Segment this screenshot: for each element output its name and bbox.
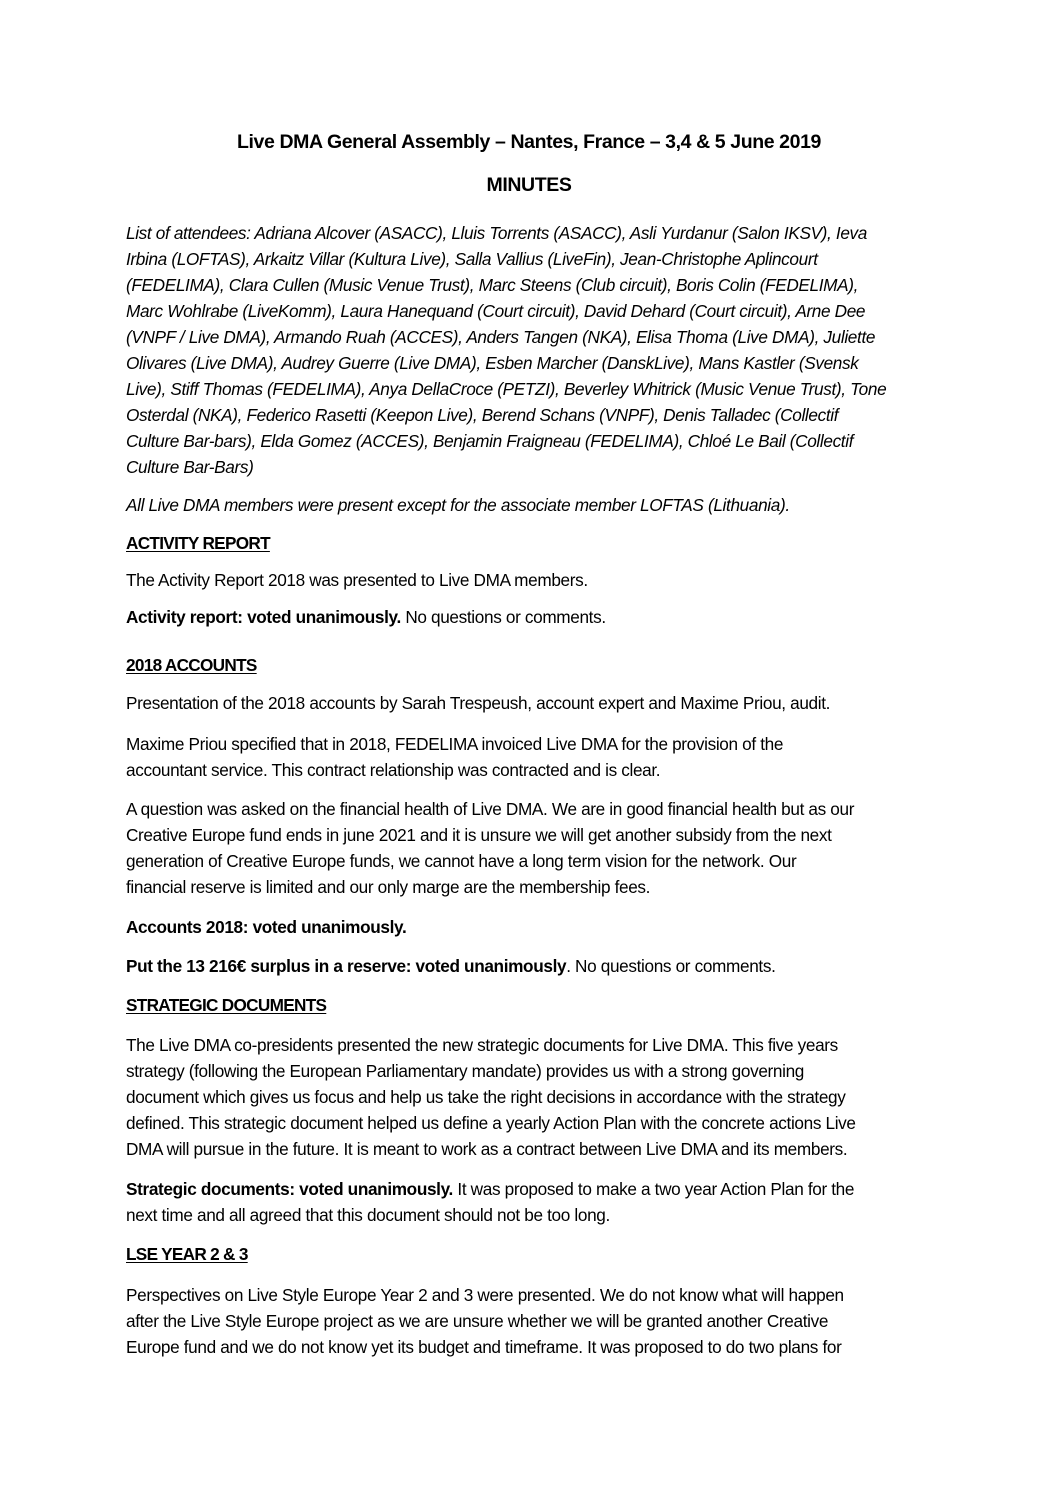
vote-result: Accounts 2018: voted unanimously.: [126, 917, 407, 937]
paragraph-line: generation of Creative Europe funds, we cannot have a long term vision for the network. Our: [126, 851, 797, 871]
attendees-line: Osterdal (NKA), Federico Rasetti (Keepon Live), Berend Schans (VNPF), Denis Talladec (Collectif: [126, 405, 839, 425]
paragraph-line: financial reserve is limited and our only marge are the membership fees.: [126, 877, 651, 897]
section-heading: 2018 ACCOUNTS: [126, 655, 257, 675]
attendees-line: Irbina (LOFTAS), Arkaitz Villar (Kultura Live), Salla Vallius (LiveFin), Jean-Christophe Aplincourt: [126, 249, 818, 269]
vote-result: [126, 1178, 854, 1200]
paragraph-line: Europe fund and we do not know yet its budget and timeframe. It was proposed to do two plans for: [126, 1337, 842, 1357]
attendees-line: Culture Bar-Bars): [126, 457, 254, 477]
vote-result: [126, 606, 606, 628]
vote-label: Strategic documents: voted unanimously.: [126, 1179, 453, 1199]
vote-comment: . No questions or comments.: [566, 956, 776, 976]
paragraph-line: strategy (following the European Parliamentary mandate) provides us with a strong governing: [126, 1061, 804, 1081]
vote-comment: No questions or comments.: [400, 607, 606, 627]
paragraph-line: next time and all agreed that this document should not be too long.: [126, 1205, 610, 1225]
attendees-line: Olivares (Live DMA), Audrey Guerre (Live DMA), Esben Marcher (DanskLive), Mans Kastler (Svensk: [126, 353, 859, 373]
paragraph-line: The Live DMA co-presidents presented the new strategic documents for Live DMA. This five years: [126, 1035, 838, 1055]
attendees-line: Marc Wohlrabe (LiveKomm), Laura Hanequand (Court circuit), David Dehard (Court circuit), Arne Dee: [126, 301, 866, 321]
attendees-line: Live), Stiff Thomas (FEDELIMA), Anya DellaCroce (PETZI), Beverley Whitrick (Music Venue Trust), Tone: [126, 379, 887, 399]
paragraph-line: defined. This strategic document helped us define a yearly Action Plan with the concrete actions Live: [126, 1113, 856, 1133]
members-note: All Live DMA members were present except for the associate member LOFTAS (Lithuania).: [126, 495, 790, 515]
paragraph-line: Perspectives on Live Style Europe Year 2 and 3 were presented. We do not know what will happen: [126, 1285, 844, 1305]
attendees-line: List of attendees: Adriana Alcover (ASACC), Lluis Torrents (ASACC), Asli Yurdanur (Salon IKSV), Ieva: [126, 223, 867, 243]
section-heading: STRATEGIC DOCUMENTS: [126, 995, 327, 1015]
document-title: Live DMA General Assembly – Nantes, France – 3,4 & 5 June 2019: [237, 131, 821, 153]
section-heading: LSE YEAR 2 & 3: [126, 1244, 248, 1264]
paragraph-line: DMA will pursue in the future. It is meant to work as a contract between Live DMA and its members.: [126, 1139, 848, 1159]
paragraph-line: Maxime Priou specified that in 2018, FEDELIMA invoiced Live DMA for the provision of the: [126, 734, 784, 754]
attendees-line: (VNPF / Live DMA), Armando Ruah (ACCES), Anders Tangen (NKA), Elisa Thoma (Live DMA), Juliette: [126, 327, 876, 347]
paragraph-line: A question was asked on the financial health of Live DMA. We are in good financial health but as our: [126, 799, 855, 819]
paragraph-line: document which gives us focus and help us take the right decisions in accordance with the strategy: [126, 1087, 846, 1107]
attendees-line: (FEDELIMA), Clara Cullen (Music Venue Trust), Marc Steens (Club circuit), Boris Colin (FEDELIMA),: [126, 275, 859, 295]
vote-label: Put the 13 216€ surplus in a reserve: voted unanimously: [126, 956, 567, 976]
document-subtitle: MINUTES: [486, 174, 572, 196]
vote-result: [126, 955, 776, 977]
paragraph: The Activity Report 2018 was presented to Live DMA members.: [126, 570, 588, 590]
paragraph-line: Creative Europe fund ends in june 2021 and it is unsure we will get another subsidy from the next: [126, 825, 832, 845]
paragraph-line: accountant service. This contract relationship was contracted and is clear.: [126, 760, 661, 780]
paragraph-line: after the Live Style Europe project as we are unsure whether we will be granted another Creative: [126, 1311, 829, 1331]
attendees-line: Culture Bar-bars), Elda Gomez (ACCES), Benjamin Fraigneau (FEDELIMA), Chloé Le Bail (Collectif: [126, 431, 854, 451]
paragraph: Presentation of the 2018 accounts by Sarah Trespeush, account expert and Maxime Priou, audit.: [126, 693, 831, 713]
vote-label: Activity report: voted unanimously.: [126, 607, 401, 627]
section-heading: ACTIVITY REPORT: [126, 533, 270, 553]
vote-comment: It was proposed to make a two year Action Plan for the: [452, 1179, 855, 1199]
